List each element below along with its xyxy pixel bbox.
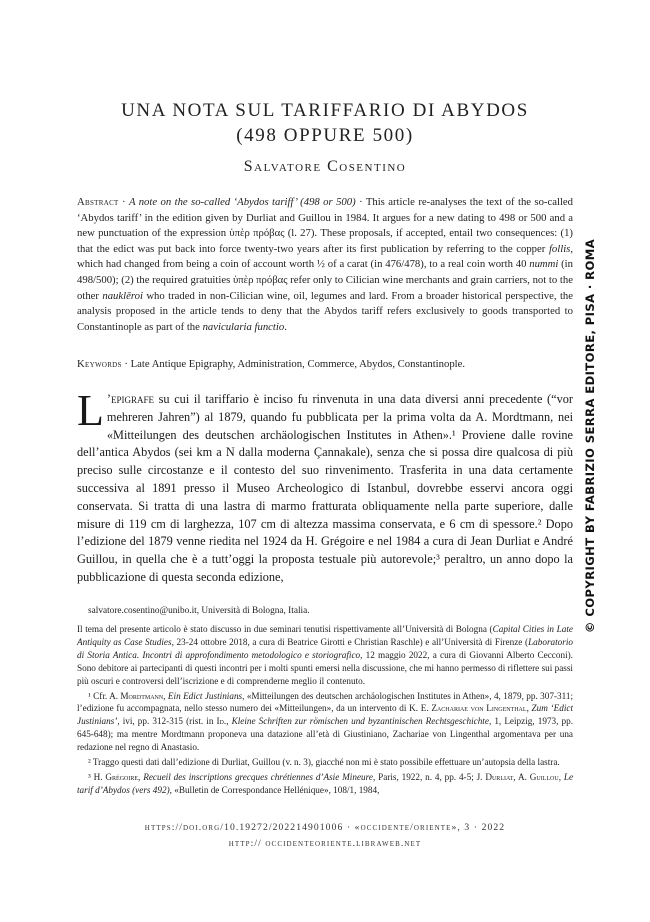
- copyright-sidebar: [580, 195, 600, 677]
- abstract-term-nummi: nummi: [529, 258, 559, 271]
- drop-cap: L: [77, 386, 104, 435]
- doi-link[interactable]: https://doi.org/10.19272/202214901006 · «occidente/oriente», 3 · 2022: [144, 822, 506, 833]
- footnote-intro: Il tema del presente articolo è stato discusso in due seminari tenutisi rispettivamente all’Università di Bologna (Capital Cities in Late Antiquity as Case Studies, 23-24 ottobre 2018, a cura di Beatrice Girotti e Christian Raschle) e all’Università di Firenze (Laboratorio di Storia Antica. Incontri di approfondimento metodologico e storiografico, 12 maggio 2022, a cura di Giovanni Alberto Cecconi). Sono debitore ai partecipanti di questi incontri per i molti spunti emersi nella discussione, che mi hanno permesso di riflettere sui passi più oscuri e controversi dell’iscrizione e di comprenderne meglio il contenuto.: [77, 624, 573, 686]
- abstract-text-3: (in 498/500); (2) the required gratuities ὑπὲρ πρόβας refer only to Cilician wine merchants and grain carriers, not to the other: [77, 258, 573, 302]
- keywords-text: · Late Antique Epigraphy, Administration, Commerce, Abydos, Constantinople.: [121, 358, 466, 370]
- title-line-1: UNA NOTA SUL TARIFFARIO DI ABYDOS: [121, 100, 529, 121]
- abstract-text-1: · This article re-analyses the text of the so-called ‘Abydos tariff’ in the edition given by Durliat and Guillou in 1984. It argues for a new dating to 498 or 500 and a new punctuation of the expression ὑπὲρ πρόβας (l. 27). These proposals, if accepted, entail two consequences: (1) that the edict was put back into force twenty-two years after its first publication by referring to the copper: [77, 196, 574, 255]
- abstract: [77, 195, 573, 335]
- author-name: Salvatore Cosentino: [243, 158, 407, 175]
- abstract-term-naukleroi: nauklēroi: [102, 289, 143, 302]
- copyright-text: © COPYRIGHT BY FABRIZIO SERRA EDITORE, PISA · ROMA: [583, 238, 597, 634]
- abstract-text-2: , which had changed from being a coin of account worth ½ of a carat (in 476/478), to a real coin worth 40: [77, 242, 573, 271]
- title-line-2: (498 OPPURE 500): [236, 125, 414, 146]
- abstract-term-navicularia: navicularia functio: [202, 320, 285, 333]
- footnote-2: ² Traggo questi dati dall’edizione di Durliat, Guillou (v. n. 3), giacché non mi è stato possibile effettuare un’autopsia della lastra.: [88, 757, 560, 768]
- abstract-english-title: A note on the so-called ‘Abydos tariff’ (498 or 500): [128, 196, 356, 208]
- body-paragraph: [77, 386, 573, 587]
- abstract-text-4: who traded in non-Cilician wine, oil, legumes and lard. From a broader historical perspective, the analysis proposed in the article tends to deny that the Abydos tariff refers exclusively to goods transported to Constantinople as part of the: [77, 289, 573, 333]
- keywords: [77, 357, 573, 373]
- footnote-3: ³ H. Grégoire, Recueil des inscriptions grecques chrétiennes d’Asie Mineure, Paris, 1922, n. 4, pp. 4-5; J. Durliat, A. Guillou, Le tarif d’Abydos (vers 492), «Bulletin de Correspondance Hellénique», 108/1, 1984,: [77, 771, 574, 795]
- article-title: [0, 98, 650, 148]
- footnotes: [77, 623, 573, 799]
- keywords-label: Keywords: [77, 358, 122, 370]
- body-text: su cui il tariffario è inciso fu rinvenuta in una data diversi anni precedente (“vor mehreren Jahren”) al 1879, quando fu pubblicata per la prima volta da A. Mordtmann, nei «Mitteilungen des deutschen archäologischen Institutes in Athen».¹ Proviene dalle rovine dell’antica Abydos (sei km a N dalla moderna Çannakale), senza che si possa dire qualcosa di più preciso sulle circostanze e il contesto del suo rinvenimento. Trasferita in una data certamente successiva al 1891 presso il Museo Archeologico di Istanbul, dovrebbe esservi ancora oggi conservata. Si tratta di una lastra di marmo fratturata obliquamente nella parte superiore, dalle misure di 119 cm di larghezza, 107 cm di altezza massima conservata, e 6 cm di spessore.² Dopo l’edizione del 1879 venne riedita nel 1924 da H. Grégoire e nel 1984 a cura di Jean Durliat e André Guillou, in quella che è a tutt’oggi la proposta testuale più autorevole;³ peraltro, un anno dopo la pubblicazione di questa seconda edizione,: [77, 392, 573, 584]
- abstract-sep: ·: [118, 196, 129, 208]
- abstract-label: Abstract: [77, 196, 119, 208]
- footnote-1: ¹ Cfr. A. Mordtmann, Ein Edict Justinians, «Mitteilungen des deutschen archäologischen Institutes in Athen», 4, 1879, pp. 307-311; l’edizione fu accompagnata, nello stesso numero dei «Mitteilungen», da un intervento di K. E. Zachariae von Lingenthal, Zum ‘Edict Justinians’, ivi, pp. 312-315 (rist. in Id., Kleine Schriften zur römischen und byzantinischen Rechtsgeschichte, 1, Leipzig, 1973, pp. 645-648); ma mentre Mordtmann proponeva una datazione all’età di Giustiniano, Zachariae von Lingenthal argomentava per una redazione nel regno di Anastasio.: [77, 690, 574, 753]
- journal-url-link[interactable]: http:// occidenteoriente.libraweb.net: [228, 838, 422, 849]
- first-word: ’epigrafe: [106, 392, 154, 406]
- author-email-note: salvatore.cosentino@unibo.it, Università di Bologna, Italia.: [88, 606, 310, 616]
- abstract-end: .: [284, 320, 287, 333]
- abstract-term-follis: follis: [548, 242, 571, 255]
